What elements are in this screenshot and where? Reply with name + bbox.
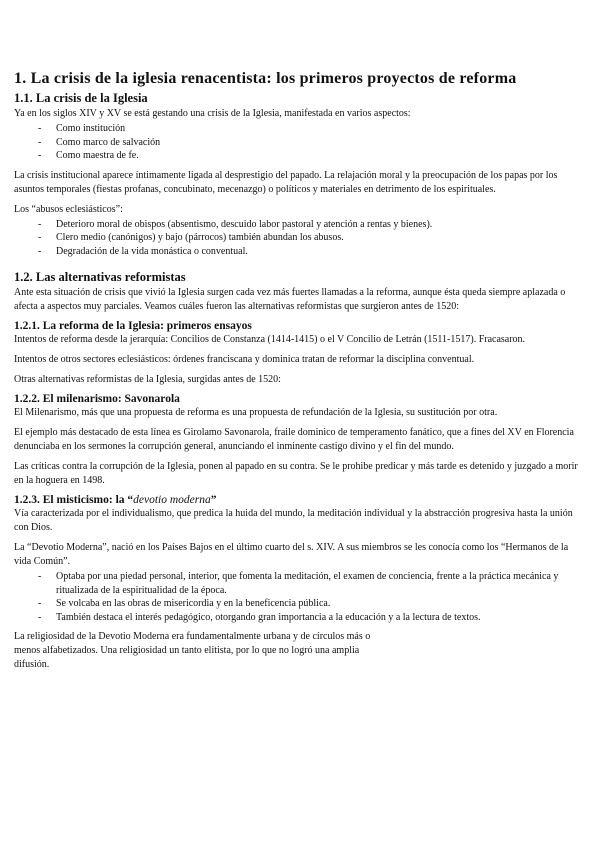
section-1-1-intro: Ya en los siglos XIV y XV se está gestando una crisis de la Iglesia, manifestada en varios aspectos: [14, 108, 411, 119]
crisis-aspects-list [14, 122, 586, 163]
section-1-2-3-p1: Vía caracterizada por el individualismo, que predica la huida del mundo, la meditación individual y la abstracción progresiva hasta la unión con Dios. [14, 508, 573, 533]
section-1-1-paragraph: La crisis institucional aparece íntimamente ligada al desprestigio del papado. La relajación moral y la preocupación de los papas por los asuntos temporales (fiestas profanas, concubinato, mecenazgo) o políticos y materiales en detrimento de los espirituales. [14, 169, 558, 195]
list-item: - Como maestra de fe. [38, 149, 586, 163]
list-item: - Optaba por una piedad personal, interior, que fomenta la meditación, el examen de conciencia, frente a la práctica mecánica y ritualizada de la espiritualidad de la época. [38, 570, 586, 597]
list-item: - Como marco de salvación [38, 136, 586, 150]
page-title: 1. La crisis de la iglesia renacentista: los primeros proyectos de reforma [14, 70, 517, 87]
section-heading-1-2: 1.2. Las alternativas reformistas [14, 270, 186, 284]
list-item: - Degradación de la vida monástica o conventual. [38, 245, 586, 259]
section-1-2-1-p2: Intentos de otros sectores eclesiásticos: órdenes franciscana y dominica tratan de reformar la disciplina conventual. [14, 354, 475, 365]
list-item: - Deterioro moral de obispos (absentismo, descuido labor pastoral y atención a rentas y bienes). [38, 218, 586, 232]
list-item: - Se volcaba en las obras de misericordia y en la beneficencia pública. [38, 597, 586, 611]
devotio-features-list [14, 570, 586, 624]
section-1-2-3-p3: La religiosidad de la Devotio Moderna era fundamentalmente urbana y de círculos más o menos alfabetizados. Una religiosidad un tanto elitista, por lo que no logró una amplia difusión. [14, 631, 371, 670]
document-page [14, 70, 586, 678]
abusos-label: Los “abusos eclesiásticos”: [14, 203, 123, 215]
section-1-2-1-p1: Intentos de reforma desde la jerarquía: Concilios de Constanza (1414-1415) o el V Concilio de Letrán (1511-1517). Fracasaron. [14, 334, 526, 345]
section-1-2-2-p3: Las críticas contra la corrupción de la Iglesia, ponen al papado en su contra. Se le prohibe predicar y más tarde es detenido y juzgado a morir en la hoguera en 1498. [14, 461, 578, 486]
section-1-2-2-p1: El Milenarismo, más que una propuesta de reforma es una propuesta de refundación de la Iglesia, su sustitución por otra. [14, 407, 498, 418]
abusos-list [14, 218, 586, 259]
section-heading-1-2-3: 1.2.3. El misticismo: la “devotio moderna” [14, 494, 217, 506]
list-item: - Clero medio (canónigos) y bajo (párrocos) también abundan los abusos. [38, 231, 586, 245]
section-heading-1-1: 1.1. La crisis de la Iglesia [14, 91, 148, 105]
section-1-2-intro: Ante esta situación de crisis que vivió la Iglesia surgen cada vez más fuertes llamadas a la reforma, aunque ésta queda siempre aplazada o afecta a aspectos muy parciales. Veamos cuáles fueron las alternativas reformistas que surgieron antes de 1520: [14, 287, 566, 312]
list-item: - Como institución [38, 122, 586, 136]
section-1-2-1-p3: Otras alternativas reformistas de la Iglesia, surgidas antes de 1520: [14, 374, 281, 385]
section-1-2-2-p2: El ejemplo más destacado de esta línea es Girolamo Savonarola, fraile dominico de temperamento fanático, que a fines del XV en Florencia denunciaba en los sermones la corrupción general, anunciando el inminente castigo divino y el fin del mundo. [14, 427, 574, 452]
list-item: - También destaca el interés pedagógico, otorgando gran importancia a la educación y a la lectura de textos. [38, 611, 586, 625]
section-heading-1-2-1: 1.2.1. La reforma de la Iglesia: primeros ensayos [14, 320, 252, 332]
section-1-2-3-p2: La “Devotio Moderna”, nació en los Países Bajos en el último cuarto del s. XIV. A sus miembros se les conocía como los “Hermanos de la vida Común”. [14, 542, 569, 567]
section-heading-1-2-2: 1.2.2. El milenarismo: Savonarola [14, 393, 180, 405]
